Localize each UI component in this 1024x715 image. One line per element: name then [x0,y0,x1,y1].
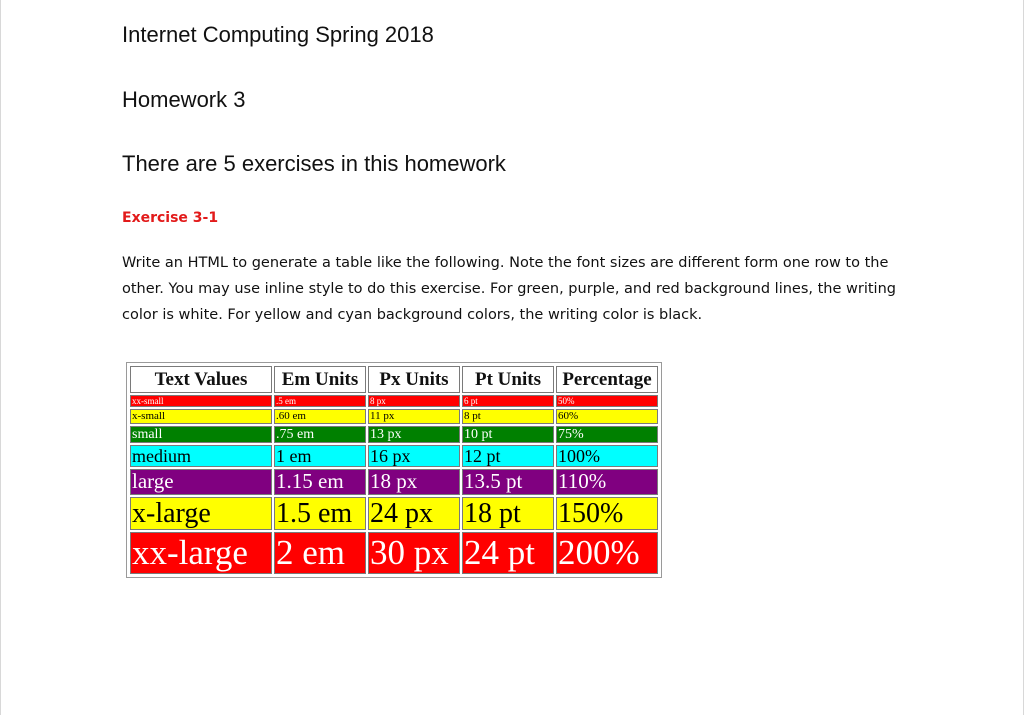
page-edge-left [0,0,1,715]
header-percentage: Percentage [556,366,658,393]
table-header-row [130,366,658,393]
cell-px-unit: 8 px [368,395,460,407]
cell-px-unit: 18 px [368,469,460,495]
cell-em-unit: .60 em [274,409,366,423]
cell-text-value: small [130,426,272,444]
cell-percentage: 75% [556,426,658,444]
cell-percentage: 60% [556,409,658,423]
table-row [130,497,658,530]
cell-percentage: 200% [556,532,658,573]
cell-pt-unit: 8 pt [462,409,554,423]
cell-text-value: xx-large [130,532,272,573]
table-row [130,395,658,407]
exercise-instructions: Write an HTML to generate a table like the following. Note the font sizes are different form one row to the other. You may use inline style to do this exercise. For green, purple, and red background lines, the writing color is white. For yellow and cyan background colors, the writing color is black. [122,255,896,323]
cell-pt-unit: 10 pt [462,426,554,444]
cell-text-value: medium [130,445,272,467]
cell-pt-unit: 24 pt [462,532,554,573]
header-text-values: Text Values [130,366,272,393]
table-row [130,469,658,495]
cell-text-value: x-large [130,497,272,530]
example-table-frame [126,362,662,578]
document-title: Internet Computing Spring 2018 [122,22,434,47]
header-pt-units: Pt Units [462,366,554,393]
table-row [130,445,658,467]
homework-heading: Homework 3 [122,87,246,112]
cell-px-unit: 30 px [368,532,460,573]
cell-text-value: xx-small [130,395,272,407]
cell-px-unit: 13 px [368,426,460,444]
cell-em-unit: 1.5 em [274,497,366,530]
cell-percentage: 100% [556,445,658,467]
cell-em-unit: 2 em [274,532,366,573]
cell-pt-unit: 12 pt [462,445,554,467]
cell-percentage: 150% [556,497,658,530]
table-row [130,409,658,423]
cell-em-unit: .75 em [274,426,366,444]
exercises-note: There are 5 exercises in this homework [122,151,506,176]
cell-pt-unit: 18 pt [462,497,554,530]
table-row [130,532,658,573]
cell-em-unit: 1.15 em [274,469,366,495]
header-em-units: Em Units [274,366,366,393]
table-row [130,426,658,444]
cell-pt-unit: 6 pt [462,395,554,407]
font-size-table [128,364,660,576]
exercise-heading: Exercise 3-1 [122,210,219,226]
header-px-units: Px Units [368,366,460,393]
cell-px-unit: 11 px [368,409,460,423]
cell-px-unit: 24 px [368,497,460,530]
cell-em-unit: 1 em [274,445,366,467]
cell-text-value: x-small [130,409,272,423]
cell-pt-unit: 13.5 pt [462,469,554,495]
cell-percentage: 110% [556,469,658,495]
cell-em-unit: .5 em [274,395,366,407]
cell-percentage: 50% [556,395,658,407]
cell-text-value: large [130,469,272,495]
cell-px-unit: 16 px [368,445,460,467]
